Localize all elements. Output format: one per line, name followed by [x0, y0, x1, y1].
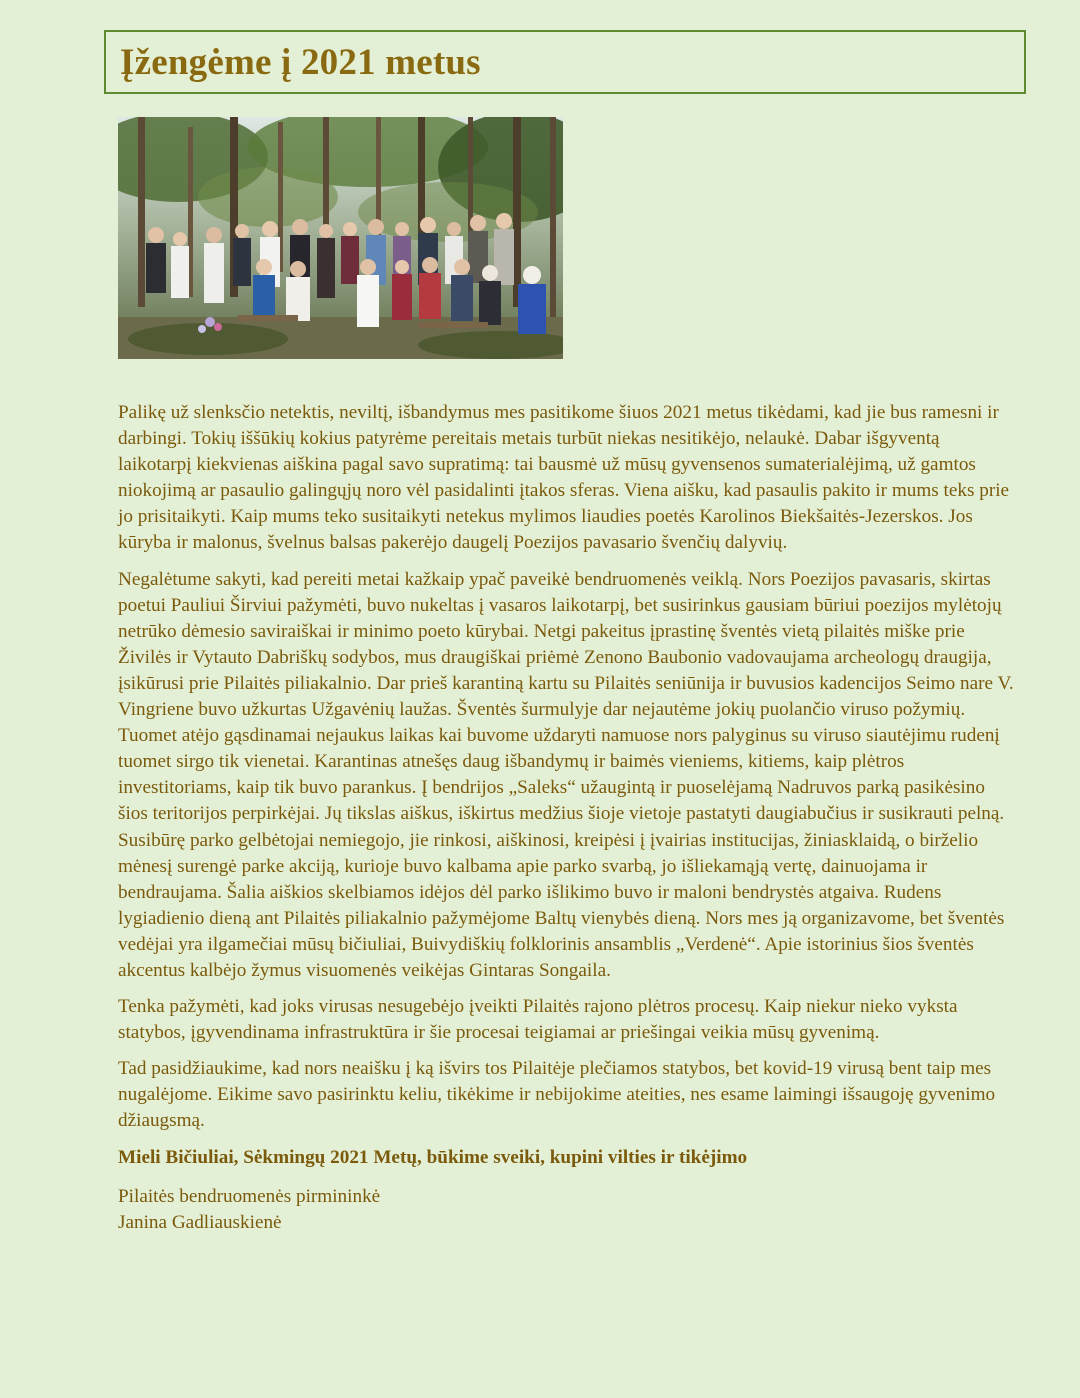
page-title: Įžengėme į 2021 metus: [120, 42, 481, 83]
paragraph: Negalėtume sakyti, kad pereiti metai kažkaip ypač paveikė bendruomenės veiklą. Nors Poezijos pavasaris, skirtas poetui Pauliui Širviui pažymėti, buvo nukeltas į vasaros laikotarpį, bet susirinkus gausiam būriui poezijos mylėtojų netrūko dėmesio saviraiškai ir minimo poeto kūrybai. Netgi pakeitus įprastinę šventės vietą pilaitės miške prie Živilės ir Vytauto Dabriškų sodybos, mus draugiškai priėmė Zenono Baubonio vadovaujama archeologų draugija, įsikūrusi prie Pilaitės piliakalnio. Dar prieš karantiną kartu su Pilaitės seniūnija ir buvusios kadencijos Seimo nare V. Vingriene buvo užkurtas Užgavėnių laužas. Šventės šurmulyje dar nejautėme jokių puolančio viruso požymių. Tuomet atėjo gąsdinamai nejaukus laikas kai buvome uždaryti namuose nors palyginus su viruso siautėjimu rudenį tuomet sirgo tik vienetai. Karantinas atnešęs daug išbandymų ir baimės vieniems, kitiems, kaip plėtros investitoriams, kaip tik buvo parankus. Į bendrijos „Saleks“ užaugintą ir puoselėjamą Nadruvos parką pasikėsino šios teritorijos perpirkėjai. Jų tikslas aiškus, iškirtus medžius šioje vietoje pastatyti daugiabučius ir susikrauti pelną. Susibūrę parko gelbėtojai nemiegojo, jie rinkosi, aiškinosi, kreipėsi į įvairias institucijas, žiniasklaidą, o birželio mėnesį surengė parke akciją, kurioje buvo kalbama apie parko svarbą, jo išliekamąją vertę, dainuojama ir bendraujama. Šalia aiškios skelbiamos idėjos dėl parko išlikimo buvo ir maloni bendrystės atgaiva. Rudens lygiadienio dieną ant Pilaitės piliakalnio pažymėjome Baltų vienybės dieną. Nors mes ją organizavome, bet šventės vedėjai yra ilgamečiai mūsų bičiuliai, Buivydiškių folklorinis ansamblis „Verdenė“. Apie istorinius šios šventės akcentus kalbėjo žymus visuomenės veikėjas Gintaras Songaila.: [118, 568, 1014, 981]
paragraph: Tad pasidžiaukime, kad nors neaišku į ką išvirs tos Pilaitėje plečiamos statybos, bet kovid-19 virusą bent taip mes nugalėjome. Eikime savo pasirinktu keliu, tikėkime ir nebijokime ateities, nes esame laimingi išsaugoję gyvenimo džiaugsmą.: [118, 1058, 996, 1132]
title-box: [104, 30, 1026, 94]
article-body: [118, 400, 1014, 1246]
closing-greeting: Mieli Bičiuliai, Sėkmingų 2021 Metų, būkime sveiki, kupini vilties ir tikėjimo: [118, 1146, 748, 1168]
signature: [118, 1184, 1014, 1236]
paragraph: Tenka pažymėti, kad joks virusas nesugebėjo įveikti Pilaitės rajono plėtros procesų. Kaip niekur nieko vyksta statybos, įgyvendinama infrastruktūra ir šie procesai teigiamai ar priešingai veikia mūsų gyvenimą.: [118, 996, 958, 1044]
signature-role: Pilaitės bendruomenės pirmininkė: [118, 1185, 381, 1207]
group-photo: [118, 117, 563, 359]
paragraph: Palikę už slenksčio netektis, neviltį, išbandymus mes pasitikome šiuos 2021 metus tikėdami, kad jie bus ramesni ir darbingi. Tokių iššūkių kokius patyrėme pereitais metais turbūt niekas nesitikėjo, nelaukė. Dabar išgyventą laikotarpį kiekvienas aiškina pagal savo supratimą: tai bausmė už mūsų gyvensenos sumaterialėjimą, už gamtos niokojimą ar pasaulio galingųjų noro vėl pasidalinti įtakos sferas. Viena aišku, kad pasaulis pakito ir mums teks prie jo prisitaikyti. Kaip mums teko susitaikyti netekus mylimos liaudies poetės Karolinos Biekšaitės-Jezerskos. Jos kūryba ir malonus, švelnus balsas pakerėjo daugelį Poezijos pavasario švenčių dalyvių.: [118, 402, 1010, 554]
signature-name: Janina Gadliauskienė: [118, 1211, 282, 1233]
